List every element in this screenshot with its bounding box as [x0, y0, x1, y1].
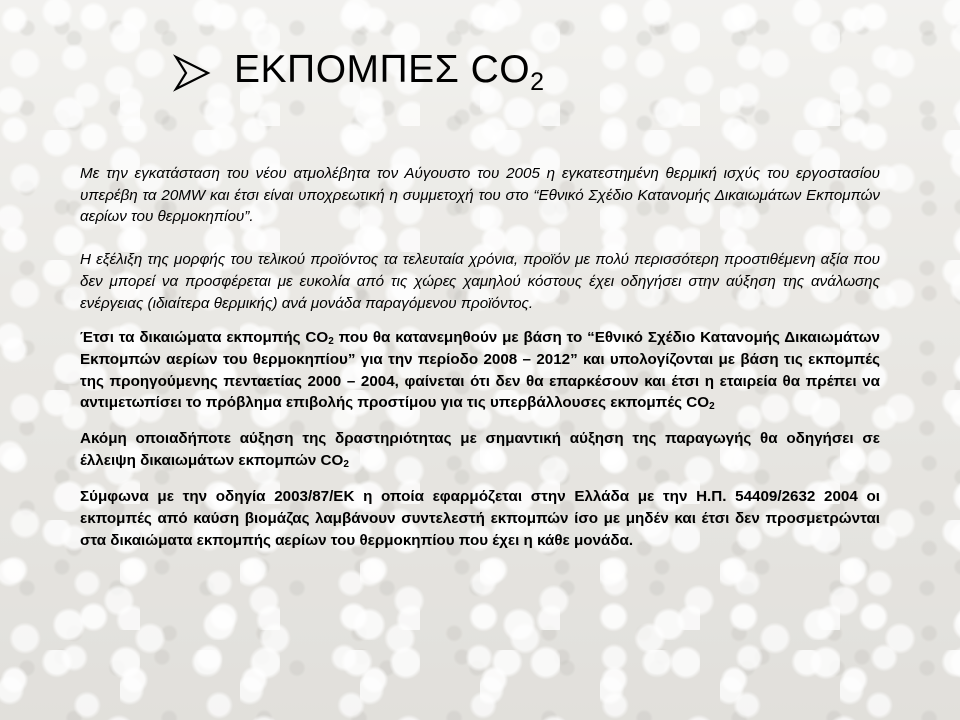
- arrowhead-bullet-icon: [172, 53, 212, 93]
- paragraph-product-evolution: Η εξέλιξη της μορφής του τελικού προϊόντος τα τελευταία χρόνια, προϊόν με πολύ περισσότερη προστιθέμενη αξία που δεν μπορεί να προσφέρεται με ευκολία από τις χώρες χαμηλού κόστους έχει οδηγήσει στην αύξηση της ανάλωσης ενέργειας (ιδιαίτερα θερμικής) ανά μονάδα παραγόμενου προϊόντος.: [80, 251, 880, 312]
- paragraph-boiler-installation: Με την εγκατάσταση του νέου ατμολέβητα τον Αύγουστο του 2005 η εγκατεστημένη θερμική ισχύς του εργοστασίου υπερέβη τα 20MW και έτσι είναι υποχρεωτική η συμμετοχή του στο “Εθνικό Σχέδιο Κατανομής Δικαιωμάτων Εκπομπών αερίων του θερμοκηπίου”.: [80, 165, 880, 226]
- slide-body: [80, 163, 880, 567]
- paragraph-activity-increase: Ακόμη οποιαδήποτε αύξηση της δραστηριότητας με σημαντική αύξηση της παραγωγής θα οδηγήσει σε έλλειψη δικαιωμάτων εκπομπών $CO_2$: [80, 430, 880, 470]
- title-row: [172, 48, 545, 97]
- paragraph-emission-rights: Έτσι τα δικαιώματα εκπομπής $CO_2$ που θα κατανεμηθούν με βάση το “Εθνικό Σχέδιο Κατανομής Δικαιωμάτων Εκπομπών αερίων του θερμοκηπίου” για την περίοδο 2008 – 2012” και υπολογίζονται με βάση τις εκπομπές της προηγούμενης πενταετίας 2000 – 2004, φαίνεται ότι δεν θα επαρκέσουν και έτσι η εταιρεία θα πρέπει να αντιμετωπίσει το πρόβλημα επιβολής προστίμου για τις υπερβάλλουσες εκπομπές $CO_2$: [80, 329, 880, 413]
- paragraph-directive-biomass: Σύμφωνα με την οδηγία 2003/87/ΕΚ η οποία εφαρμόζεται στην Ελλάδα με την Η.Π. 54409/2632 2004 οι εκπομπές από καύση βιομάζας λαμβάνουν συντελεστή εκπομπών ίσο με μηδέν και έτσι δεν προσμετρώνται στα δικαιώματα εκπομπής αερίων του θερμοκηπίου που έχει η κάθε μονάδα.: [80, 488, 880, 549]
- page-title: ΕΚΠΟΜΠΕΣ $CO_2$: [234, 48, 545, 96]
